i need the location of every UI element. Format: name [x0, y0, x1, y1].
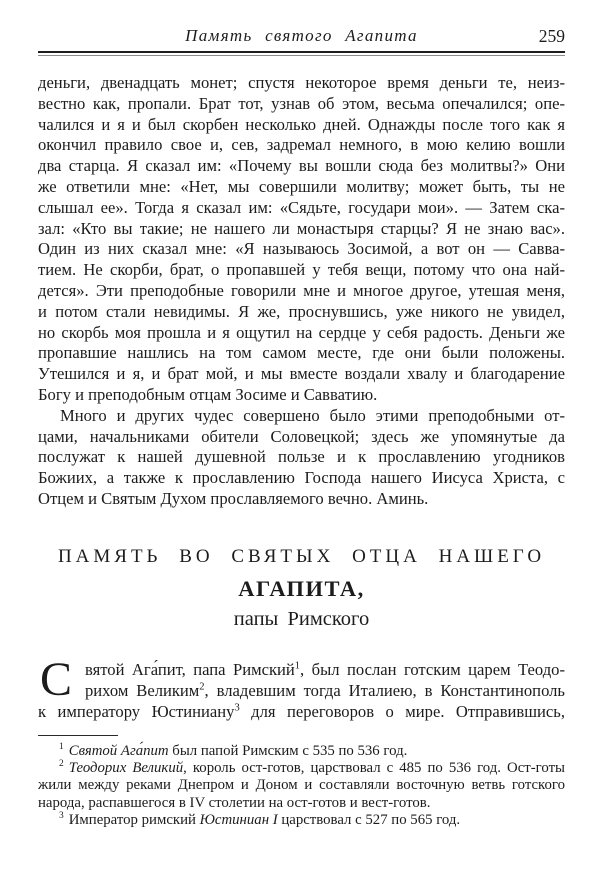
footnote-3-number: 3	[59, 811, 64, 821]
footnote-1	[38, 743, 565, 760]
text-line: окончил правило свое и, сев, задремал немного, в мою келию вошли	[38, 135, 565, 155]
section-heading-subtitle: папы Римского	[233, 607, 370, 630]
intro-line1-text: вятой Ага́пит, папа Римский	[85, 659, 295, 679]
drop-cap: С	[40, 652, 73, 706]
text-line: но скорбь моя прошла и я ощутил на сердце у себя радость. Деньги же	[38, 322, 565, 342]
text-line: Божиих, а также к прославлению Господа нашего Иисуса Христа, с	[38, 468, 565, 488]
intro-paragraph	[38, 652, 566, 722]
text-line: и потом стали невидимы. Я же, проснувшись, уже никого не увидел,	[38, 301, 565, 321]
text-line: Отцем и Святым Духом прославляемого вечно. Аминь.	[38, 488, 429, 508]
text-line: дется». Эти преподобные говорили мне и многое другое, утешая меня,	[38, 280, 565, 300]
text-line	[38, 701, 565, 722]
footnote-3	[38, 812, 565, 829]
text-line: Богу и преподобным отцам Зосиме и Савватию.	[38, 384, 378, 404]
text-line: пропавшие нашлись на том самом месте, где они были положены.	[38, 343, 565, 363]
section-heading-name: АГАПИТА,	[238, 575, 365, 601]
running-header	[38, 26, 565, 47]
section-heading-line1: ПАМЯТЬ ВО СВЯТЫХ ОТЦА НАШЕГО	[57, 545, 546, 567]
text-line: чалился и я и был скорбен несколько дней. Однажды после того как я	[38, 114, 565, 134]
footnote-3-text: царствовал с 527 по 565 год.	[277, 811, 461, 828]
text-line: Много и других чудес совершено было этими преподобными от-	[60, 405, 565, 425]
paragraph-second	[38, 406, 565, 510]
header-rule	[38, 51, 565, 56]
text-line	[38, 659, 565, 680]
text-line: вестно как, пропали. Брат тот, узнав об этом, весьма опечалился; опе-	[38, 93, 565, 113]
intro-line3-text: к императору Юстиниану	[38, 701, 235, 721]
footnote-2-line2: жили между реками Днепром и Доном и составляли восточную ветвь готского	[38, 777, 565, 794]
footnote-3-term: Юстиниан I	[199, 811, 278, 828]
footnote-ref-3: 3	[234, 702, 240, 714]
footnote-2-number: 2	[59, 759, 64, 770]
intro-line2-text: рихом Великим	[85, 680, 200, 700]
page-number: 259	[538, 26, 565, 46]
footnote-1-number: 1	[59, 741, 64, 752]
text-line: слышал ее». Тогда я сказал им: «Сядьте, государи мои». — Затем ска-	[38, 197, 565, 217]
text-line: два старца. Я сказал им: «Почему вы вошли сюда без молитвы?» Они	[38, 156, 565, 176]
footnote-separator	[38, 735, 118, 736]
footnote-1-term: Святой Ага́пит	[68, 742, 169, 759]
footnote-3-pre: Император римский	[68, 811, 200, 828]
footnote-2-text: , король ост-готов, царствовал с 485 по 536 год. Ост-готы	[183, 760, 565, 777]
footnote-2-term: Теодорих Великий	[68, 760, 184, 777]
text-line: Утешился и я, и брат мой, и мы вместе воздали хвалу и благодарение	[38, 364, 565, 384]
running-header-title: Память святого Агапита	[185, 26, 418, 45]
footnotes	[38, 743, 565, 829]
text-line: же ответили мне: «Нет, мы совершили молитву; может быть, ты не	[38, 176, 565, 196]
paragraph-continued	[38, 73, 565, 406]
intro-line1-text2: , был послан готским царем Теодо-	[300, 659, 565, 679]
text-line: послужат к нашей душевной пользе и к прославлению угодников	[38, 447, 565, 467]
footnote-ref-2: 2	[199, 681, 205, 693]
text-line	[38, 680, 565, 701]
footnote-1-text: был папой Римским с 535 по 536 год.	[168, 742, 408, 759]
text-line: зал: «Кто вы такие; не нашего ли монастыря старцы? Я не знаю вас».	[38, 218, 565, 238]
intro-line3-text2: для переговоров о мире. Отправившись,	[239, 701, 566, 721]
footnote-ref-1: 1	[294, 660, 301, 672]
intro-line2-text2: , владевшим тогда Италиею, в Константинополь	[204, 680, 565, 700]
text-line: тием. Не скорби, брат, о пропавшей у тебя вещи, потому что она най-	[38, 260, 565, 280]
section-heading	[38, 546, 565, 631]
footnote-2	[38, 760, 565, 777]
text-line: Один из них сказал мне: «Я называюсь Зосимой, а вот он — Савва-	[38, 239, 565, 259]
text-line: цами, начальниками обители Соловецкой; здесь же упомянутые да	[38, 426, 565, 446]
footnote-2-line3: народа, распавшегося в IV столетии на ост-готов и вест-готов.	[38, 794, 431, 811]
text-line: деньги, двенадцать монет; спустя некоторое время деньги те, неиз-	[38, 73, 565, 92]
